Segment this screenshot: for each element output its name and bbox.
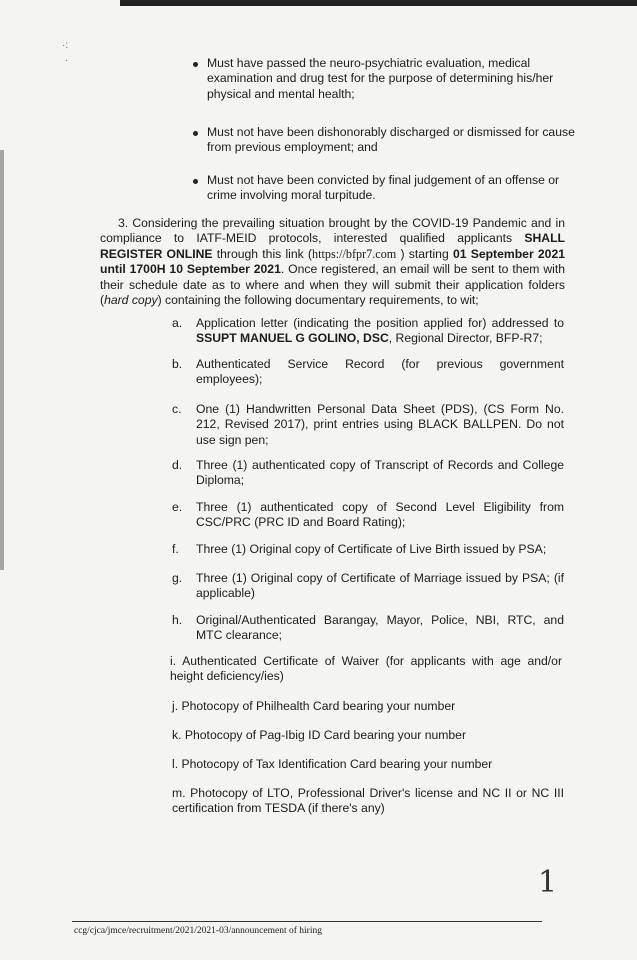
bullet-item: Must not have been convicted by final judgement of an offense or crime involving moral turpitude. — [193, 173, 579, 204]
item-text: Original/Authenticated Barangay, Mayor, Police, NBI, RTC, and MTC clearance; — [196, 613, 564, 643]
requirement-item — [170, 654, 562, 685]
item-letter: f. — [172, 542, 179, 556]
footer-divider — [72, 921, 542, 922]
registration-link[interactable]: https://bfpr7.com — [312, 246, 397, 261]
item-text: Authenticated Service Record (for previous government employees); — [196, 357, 564, 387]
item-text: Application letter (indicating the position applied for) addressed to — [196, 316, 564, 330]
item-text: Photocopy of Tax Identification Card bearing your number — [181, 757, 493, 771]
text: . Once registered, an email will be sent to them with their schedule date as to where and when they will submit their application folders ( — [100, 262, 565, 308]
addressee: SSUPT MANUEL G GOLINO, DSC — [196, 331, 389, 346]
item-letter: g. — [172, 571, 183, 585]
item-letter: j. — [172, 699, 179, 713]
item-text: Three (1) authenticated copy of Transcript of Records and College Diploma; — [196, 458, 564, 488]
item-letter: b. — [172, 357, 183, 371]
item-text: One (1) Handwritten Personal Data Sheet (PDS), (CS Form No. 212, Revised 2017), print entries using BLACK BALLPEN. Do not use sign pen; — [196, 402, 564, 447]
item-letter: e. — [172, 500, 183, 514]
item-text: Three (1) Original copy of Certificate of Live Birth issued by PSA; — [196, 542, 547, 556]
requirement-item — [172, 458, 564, 489]
requirement-item — [172, 402, 564, 448]
requirement-item — [172, 357, 564, 388]
text: 3. Considering the prevailing situation brought by the COVID-19 Pandemic and in compliance to IATF-MEID protocols, interested qualified applicants — [100, 216, 565, 246]
item-text: Photocopy of Philhealth Card bearing your number — [181, 699, 456, 713]
item-letter: k. — [172, 728, 182, 742]
item-text: Three (1) Original copy of Certificate of Marriage issued by PSA; (if applicable) — [196, 571, 564, 601]
item-text: , Regional Director, BFP-R7; — [388, 331, 543, 346]
paragraph-3 — [100, 216, 565, 308]
item-letter: d. — [172, 458, 183, 472]
footer-reference: ccg/cjca/jmce/recruitment/2021/2021-03/announcement of hiring — [74, 926, 322, 936]
requirement-item — [172, 316, 564, 347]
item-text: Three (1) authenticated copy of Second Level Eligibility from CSC/PRC (PRC ID and Board Rating); — [196, 500, 564, 530]
requirement-item — [172, 571, 564, 602]
item-letter: i. — [170, 654, 177, 668]
item-letter: m. — [172, 786, 186, 800]
bold-text: SHALL REGISTER ONLINE — [100, 231, 565, 261]
requirement-item — [172, 728, 564, 743]
bold-dates: 01 September 2021 until 1700H 10 September 2021 — [100, 246, 565, 277]
scan-specks: ·: · — [62, 40, 69, 67]
handwritten-page-mark: 1 — [538, 865, 558, 900]
scan-top-edge — [120, 0, 637, 6]
item-letter: l. — [172, 757, 179, 771]
item-text: Photocopy of Pag-Ibig ID Card bearing your number — [184, 728, 467, 742]
requirement-item — [172, 757, 564, 772]
requirement-item — [172, 786, 564, 817]
item-letter: c. — [172, 402, 182, 416]
text: ) starting — [396, 246, 453, 261]
item-letter: h. — [172, 613, 183, 627]
item-text: Photocopy of LTO, Professional Driver's license and NC II or NC III certification from TESDA (if there's any) — [172, 786, 564, 816]
requirement-item — [172, 500, 564, 531]
requirement-item — [172, 542, 564, 557]
scan-left-edge — [0, 150, 4, 570]
bullet-item: Must have passed the neuro-psychiatric evaluation, medical examination and drug test for the purpose of determining his/her physical and mental health; — [193, 56, 579, 102]
bullet-item: Must not have been dishonorably discharged or dismissed for cause from previous employment; and — [193, 125, 579, 156]
item-text: Authenticated Certificate of Waiver (for applicants with age and/or height deficiency/ies) — [170, 654, 563, 684]
item-letter: a. — [172, 316, 183, 330]
text: through this link ( — [212, 246, 312, 261]
requirement-item — [172, 699, 564, 714]
requirement-item — [172, 613, 564, 644]
italic-text: hard copy — [104, 293, 158, 308]
text: ) containing the following documentary requirements, to wit; — [157, 293, 479, 308]
